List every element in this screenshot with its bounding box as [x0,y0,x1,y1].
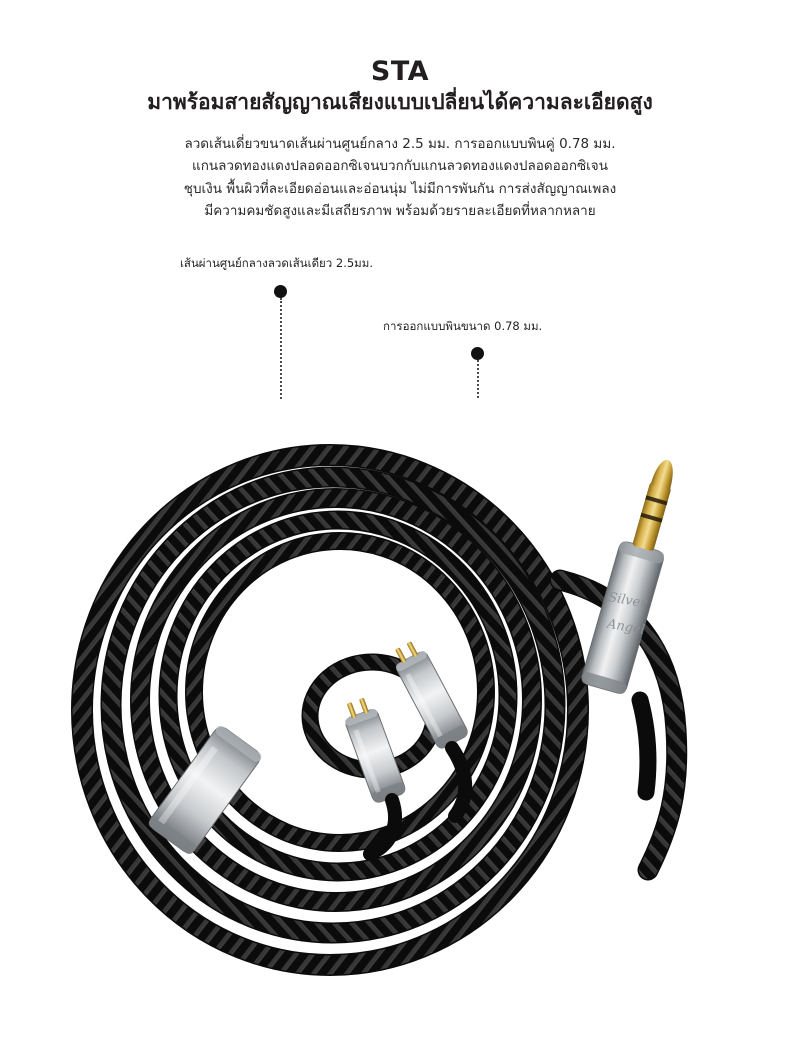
callout-label-wire-diameter: เส้นผ่านศูนย์กลางลวดเส้นเดียว 2.5มม. [180,256,373,270]
cable-illustration [0,400,800,1039]
svg-text:Angel: Angel [605,616,646,639]
callout-label-pin-design: การออกแบบพินขนาด 0.78 มม. [383,319,543,333]
description-line-4: มีความคมชัดสูงและมีเสถียรภาพ พร้อมด้วยรายละเอียดที่หลากหลาย [204,202,596,219]
page-subtitle: มาพร้อมสายสัญญาณเสียงแบบเปลี่ยนได้ความละเอียดสูง [147,90,653,114]
product-photo [0,400,800,1039]
description-line-2: แกนลวดทองแดงปลอดออกซิเจนบวกกับแกนลวดทองแดงปลอดออกซิเจน [192,158,608,175]
page-title: STA [370,56,430,87]
description-block [120,133,680,222]
svg-text:Silver: Silver [607,590,648,612]
description-line-1: ลวดเส้นเดี่ยวขนาดเส้นผ่านศูนย์กลาง 2.5 มม. การออกแบบพินคู่ 0.78 มม. [184,136,616,152]
callout-dot-pin-design [471,347,484,360]
callout-dot-wire-diameter [274,285,287,298]
description-line-3: ชุบเงิน พื้นผิวที่ละเอียดอ่อนและอ่อนนุ่ม ไม่มีการพันกัน การส่งสัญญาณเพลง [183,180,617,197]
